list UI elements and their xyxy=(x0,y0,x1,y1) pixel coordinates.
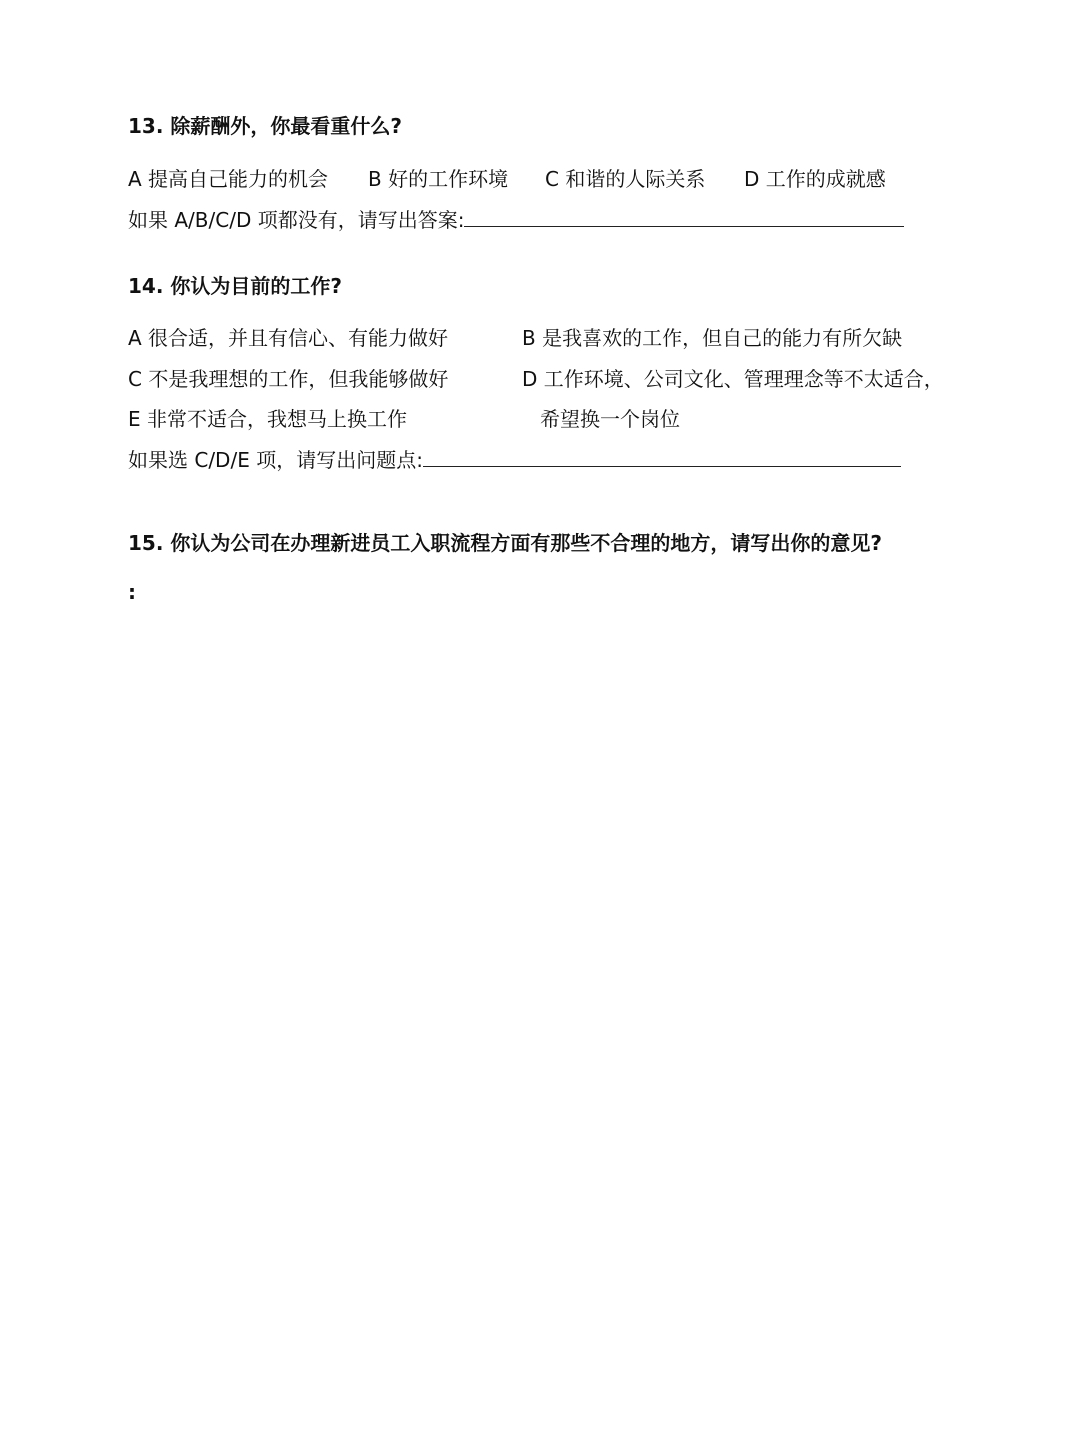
q13-option-a[interactable]: A 提高自己能力的机会 xyxy=(128,167,329,191)
q13-option-b[interactable]: B 好的工作环境 xyxy=(368,167,509,191)
q15-answer-prefix: : xyxy=(128,580,136,604)
q13-other-row xyxy=(128,204,904,233)
q14-option-c[interactable]: C 不是我理想的工作，但我能够做好 xyxy=(128,367,449,391)
question-13-title: 13. 除薪酬外，你最看重什么? xyxy=(128,114,402,138)
q15-answer-area[interactable] xyxy=(140,575,960,775)
q14-option-a[interactable]: A 很合适，并且有信心、有能力做好 xyxy=(128,326,449,350)
q14-other-answer-field[interactable] xyxy=(423,446,901,467)
q14-option-d-continued: 希望换一个岗位 xyxy=(540,407,680,431)
question-15-title: 15. 你认为公司在办理新进员工入职流程方面有那些不合理的地方，请写出你的意见? xyxy=(128,531,882,555)
q14-other-row xyxy=(128,444,901,473)
question-14-title: 14. 你认为目前的工作? xyxy=(128,274,342,298)
q14-option-b[interactable]: B 是我喜欢的工作，但自己的能力有所欠缺 xyxy=(522,326,903,350)
q13-option-c[interactable]: C 和谐的人际关系 xyxy=(545,167,706,191)
q14-option-e[interactable]: E 非常不适合，我想马上换工作 xyxy=(128,407,407,431)
q13-option-d[interactable]: D 工作的成就感 xyxy=(744,167,886,191)
q13-other-prompt: 如果 A/B/C/D 项都没有，请写出答案: xyxy=(128,208,465,232)
q13-other-answer-field[interactable] xyxy=(464,206,904,227)
q14-option-d[interactable]: D 工作环境、公司文化、管理理念等不太适合， xyxy=(522,367,944,391)
q14-other-prompt: 如果选 C/D/E 项，请写出问题点: xyxy=(128,448,423,472)
